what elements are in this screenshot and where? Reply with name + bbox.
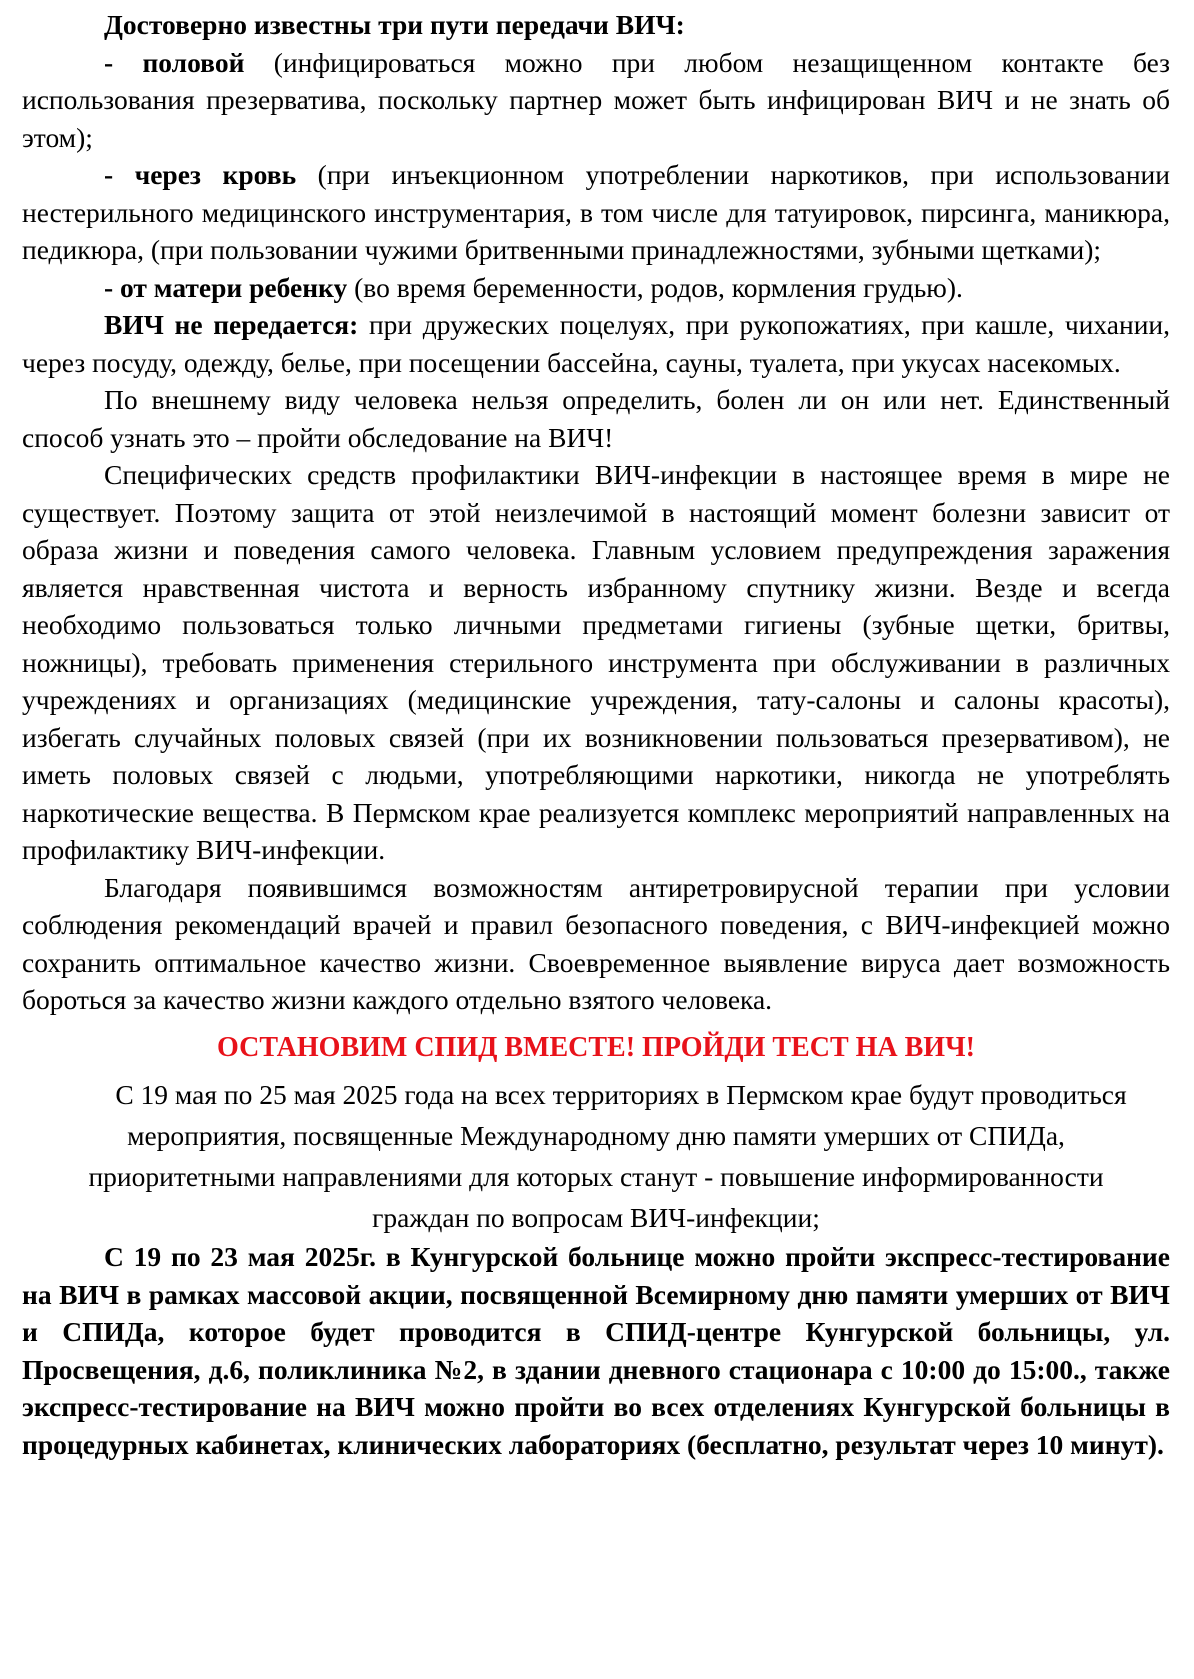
events-paragraph: С 19 мая по 25 мая 2025 года на всех территориях в Пермском крае будут проводиться мероприятия, посвященные Международному дню памяти умерших от СПИДа, приоритетными направлениями для которых станут - повышение информированности граждан по вопросам ВИЧ-инфекции; (88, 1079, 1127, 1233)
testing-paragraph: С 19 по 23 мая 2025г. в Кунгурской больнице можно пройти экспресс-тестирование на ВИЧ в рамках массовой акции, посвященной Всемирному дню памяти умерших от ВИЧ и СПИДа, которое будет проводится в СПИД-центре Кунгурской больницы, ул. Просвещения, д.6, поликлиника №2, в здании дневного стационара с 10:00 до 15:00., также экспресс-тестирование на ВИЧ можно пройти во всех отделениях Кунгурской больницы в процедурных кабинетах, клинических лабораториях (бесплатно, результат через 10 минут). (22, 1241, 1170, 1460)
therapy-paragraph: Благодаря появившимся возможностям антиретровирусной терапии при условии соблюдения рекомендаций врачей и правил безопасного поведения, с ВИЧ-инфекцией можно сохранить оптимальное качество жизни. Своевременное выявление вируса дает возможность бороться за качество жизни каждого отдельно взятого человека. (22, 871, 1170, 1015)
document-page (22, 6, 1170, 1463)
route-sexual-label: - половой (104, 46, 245, 78)
route-blood-paragraph (22, 156, 1170, 269)
route-sexual-paragraph (22, 44, 1170, 157)
transmission-heading: Достоверно известны три пути передачи ВИЧ: (104, 9, 685, 40)
route-sexual-text: (инфицироваться можно при любом незащищенном контакте без использования презерватива, поскольку партнер может быть инфицирован ВИЧ и не знать об этом); (22, 46, 1170, 153)
appearance-paragraph: По внешнему виду человека нельзя определить, болен ли он или нет. Единственный способ узнать это – пройти обследование на ВИЧ! (22, 384, 1170, 453)
route-mother-paragraph (22, 269, 1170, 307)
not-transmitted-label: ВИЧ не передается: (104, 309, 359, 340)
prevention-paragraph: Специфических средств профилактики ВИЧ-инфекции в настоящее время в мире не существует. Поэтому защита от этой неизлечимой в настоящий момент болезни зависит от образа жизни и поведения самого человека. Главным условием предупреждения заражения является нравственная чистота и верность избранному спутнику жизни. Везде и всегда необходимо пользоваться только личными предметами гигиены (зубные щетки, бритвы, ножницы), требовать применения стерильного инструмента при обслуживании в различных учреждениях и организациях (медицинские учреждения, тату-салоны и салоны красоты), избегать случайных половых связей (при их возникновении пользоваться презервативом), не иметь половых связей с людьми, употребляющими наркотики, никогда не употреблять наркотические вещества. В Пермском крае реализуется комплекс мероприятий направленных на профилактику ВИЧ-инфекции. (22, 459, 1170, 865)
not-transmitted-paragraph (22, 306, 1170, 381)
route-blood-text: (при инъекционном употреблении наркотиков, при использовании нестерильного медицинского инструментария, в том числе для татуировок, пирсинга, маникюра, педикюра, (при пользовании чужими бритвенными принадлежностями, зубными щетками); (22, 159, 1170, 265)
slogan-heading: ОСТАНОВИМ СПИД ВМЕСТЕ! ПРОЙДИ ТЕСТ НА ВИЧ! (217, 1031, 975, 1063)
route-mother-text: (во время беременности, родов, кормления грудью). (347, 271, 963, 303)
route-mother-label: - от матери ребенку (104, 271, 348, 303)
not-transmitted-text: при дружеских поцелуях, при рукопожатиях, при кашле, чихании, через посуду, одежду, белье, при посещении бассейна, сауны, туалета, при укусах насекомых. (22, 309, 1171, 378)
route-blood-label: - через кровь (104, 159, 297, 190)
